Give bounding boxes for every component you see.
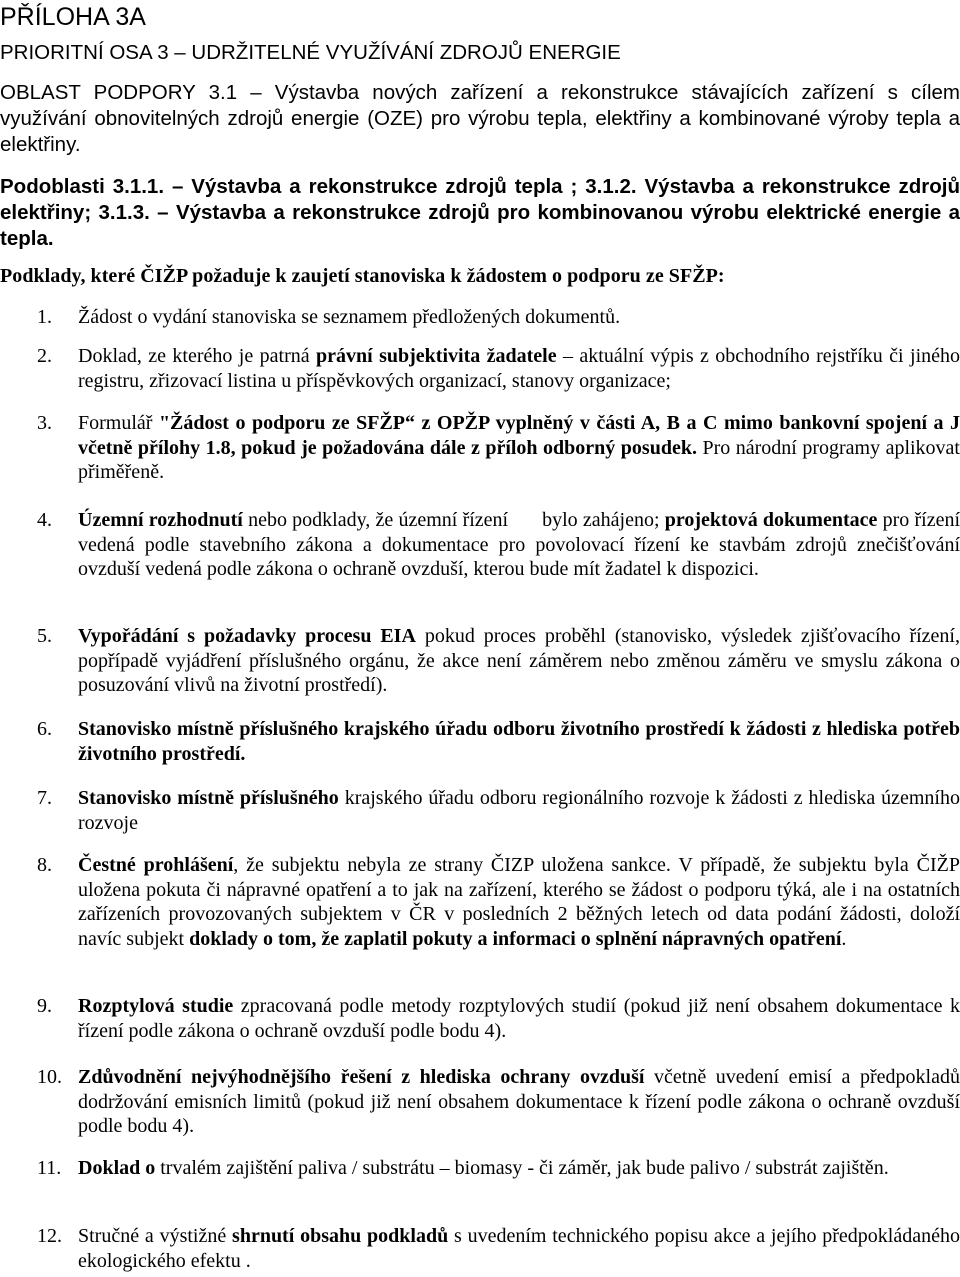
item-number: 12.	[37, 1225, 62, 1247]
list-item	[0, 786, 960, 835]
text-run: pokud proces proběhl (stanovisko, výsledek zjišťovacího řízení, popřípadě vyjádření příslušného orgánu, že akce není záměrem nebo změnou záměru ve smyslu zákona o posuzování vlivů na životní prostředí).	[78, 625, 960, 696]
item-text	[78, 305, 960, 330]
text-run: , že subjektu nebyla ze strany ČIZP uložena sankce. V případě, že subjektu byla ČIŽP uložena pokuta či nápravné opatření a to jak na zařízení, kterého se žádost o podporu týká, ale i na ostatních zařízeních provozovaných subjektem v ČR v posledních 2 běžných letech od data podání žádosti, doloží navíc subjekt	[78, 854, 960, 950]
sub-area-heading: Podoblasti 3.1.1. – Výstavba a rekonstrukce zdrojů tepla ; 3.1.2. Výstavba a rekonstrukce zdrojů elektřiny; 3.1.3. – Výstavba a rekonstrukce zdrojů pro kombinovanou výrobu elektrické energie a tepla.	[0, 175, 960, 250]
bold-text-run: Rozptylová studie	[78, 995, 234, 1017]
list-item	[0, 853, 960, 951]
documents-heading: Podklady, které ČIŽP požaduje k zaujetí stanoviska k žádostem o podporu ze SFŽP:	[0, 265, 725, 287]
item-text	[78, 1065, 960, 1139]
text-run: .	[841, 927, 847, 950]
bold-text-run: Vypořádání s požadavky procesu EIA	[78, 625, 416, 647]
text-run: – aktuální výpis z obchodního rejstříku či jiného registru, zřizovací listina u příspěvkových organizací, stanovy organizace;	[78, 345, 960, 392]
text-run: krajského úřadu odboru regionálního rozvoje k žádosti z hlediska územního rozvoje	[78, 787, 960, 834]
item-number: 7.	[37, 787, 52, 809]
item-text	[78, 1156, 960, 1181]
text-run: včetně uvedení emisí a předpokladů dodržování emisních limitů (pokud již není obsahem dokumentace k řízení podle zákona o ochraně ovzduší podle bodu 4).	[78, 1066, 960, 1137]
bold-text-run: projektová dokumentace	[664, 509, 878, 531]
bold-text-run: Stanovisko místně příslušného krajského úřadu odboru životního prostředí k žádosti z hlediska potřeb životního prostředí.	[78, 718, 960, 765]
text-run: trvalém zajištění paliva / substrátu – biomasy - či záměr, jak bude palivo / substrát zajištěn.	[155, 1157, 889, 1179]
bold-text-run: doklady o tom, že zaplatil pokuty a informaci o splnění nápravných opatření	[189, 927, 842, 950]
page-title: PŘÍLOHA 3A	[0, 3, 146, 31]
list-item	[0, 1065, 960, 1139]
bold-text-run: Stanovisko místně příslušného	[78, 787, 339, 809]
item-text	[78, 994, 960, 1043]
bold-text-run: právní subjektivita žadatele	[316, 345, 557, 367]
text-run: Žádost	[78, 306, 133, 328]
bold-text-run: shrnutí obsahu podkladů	[232, 1225, 449, 1247]
item-number: 2.	[37, 345, 52, 367]
text-run: zpracovaná podle metody rozptylových studií (pokud již není obsahem dokumentace k řízení podle zákona o ochraně ovzduší podle bodu 4).	[78, 995, 960, 1042]
support-area-heading: OBLAST PODPORY 3.1 – Výstavba nových zařízení a rekonstrukce stávajících zařízení s cílem využívání obnovitelných zdrojů energie (OZE) pro výrobu tepla, elektřiny a kombinované výroby tepla a elektřiny.	[0, 81, 960, 156]
list-item	[0, 994, 960, 1043]
list-item	[0, 624, 960, 698]
list-item	[0, 1156, 960, 1181]
item-number: 4.	[37, 509, 52, 531]
text-run: pro řízení vedená podle stavebního zákona a dokumentace pro povolovací řízení ke stavbám zdrojů znečišťování ovzduší vedená podle zákona o ochraně ovzduší, kterou bude mít žadatel k dispozici.	[78, 509, 960, 580]
list-item	[0, 508, 960, 582]
priority-axis-heading: PRIORITNÍ OSA 3 – UDRŽITELNÉ VYUŽÍVÁNÍ ZDROJŮ ENERGIE	[0, 41, 621, 64]
item-text	[78, 508, 960, 582]
item-text	[78, 411, 960, 485]
list-item	[0, 305, 960, 330]
item-number: 5.	[37, 625, 52, 647]
list-item	[0, 1224, 960, 1273]
item-text	[78, 786, 960, 835]
item-number: 11.	[37, 1157, 62, 1179]
text-run: Pro národní programy aplikovat přiměřeně.	[78, 436, 960, 483]
item-text	[78, 1224, 960, 1273]
item-text	[78, 717, 960, 766]
item-number: 1.	[37, 306, 52, 328]
item-text	[78, 624, 960, 698]
item-number: 9.	[37, 995, 52, 1017]
item-number: 3.	[37, 412, 52, 434]
text-run: bylo zahájeno;	[542, 509, 665, 531]
list-item	[0, 344, 960, 393]
bold-text-run: Územní rozhodnutí	[78, 509, 243, 531]
item-number: 6.	[37, 718, 52, 740]
bold-text-run: Zdůvodnění nejvýhodnějšího řešení z hlediska ochrany ovzduší	[78, 1066, 645, 1088]
bold-text-run: Čestné prohlášení	[78, 854, 234, 876]
text-run: Doklad, ze kterého je patrná	[78, 345, 317, 367]
item-text	[78, 344, 960, 393]
item-text	[78, 853, 960, 951]
item-number: 10.	[37, 1066, 62, 1088]
text-run: s uvedením technického popisu akce a jejího předpokládaného ekologického efektu .	[78, 1225, 960, 1272]
text-run: o vydání stanoviska se seznamem předložených dokumentů.	[132, 306, 621, 328]
bold-text-run: Doklad o	[78, 1157, 156, 1179]
text-run: nebo podklady, že územní řízení	[242, 509, 509, 531]
bold-text-run: "Žádost o podporu ze SFŽP“ z OPŽP vyplněný v části A, B a C mimo bankovní spojení a J včetně přílohy 1.8, pokud je požadována dále z příloh odborný posudek.	[78, 412, 960, 459]
list-item	[0, 717, 960, 766]
text-run: Formulář	[78, 412, 159, 434]
text-run: Stručné a výstižné	[78, 1225, 233, 1247]
list-item	[0, 411, 960, 485]
item-number: 8.	[37, 854, 52, 876]
